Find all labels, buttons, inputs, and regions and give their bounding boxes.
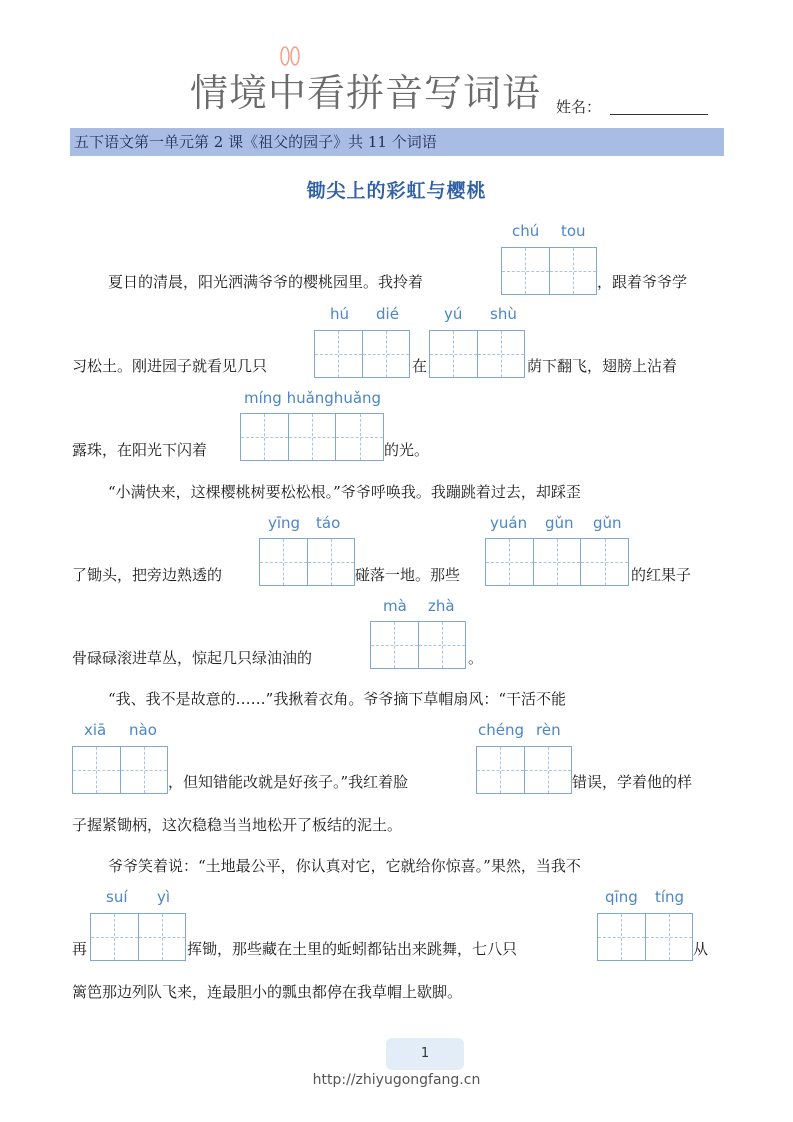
answer-box-yingtao[interactable] — [259, 538, 355, 586]
writing-cell[interactable] — [502, 248, 550, 294]
writing-cell[interactable] — [260, 539, 308, 585]
writing-cell[interactable] — [289, 414, 337, 460]
text-line: 从 — [693, 940, 709, 958]
text-line: ，但知错能改就是好孩子。”我红着脸 — [168, 773, 409, 791]
answer-box-yuangungun[interactable] — [485, 538, 629, 586]
pinyin-label: yīng — [268, 514, 301, 532]
pinyin-label: míng huǎnghuǎng — [244, 389, 382, 407]
pinyin-label: mà — [383, 597, 407, 615]
pinyin-label: yì — [157, 888, 171, 906]
pinyin-label: yú — [444, 305, 463, 323]
pinyin-label: shù — [490, 305, 517, 323]
writing-cell[interactable] — [534, 539, 582, 585]
pinyin-label: zhà — [428, 597, 455, 615]
writing-cell[interactable] — [121, 747, 168, 793]
text-line: 荫下翻飞，翅膀上沾着 — [527, 357, 678, 375]
writing-cell[interactable] — [241, 414, 289, 460]
pinyin-label: qīng — [605, 888, 638, 906]
answer-box-chutou[interactable] — [501, 247, 597, 295]
writing-cell[interactable] — [139, 914, 186, 960]
text-line: ，跟着爷爷学 — [597, 273, 688, 291]
pinyin-label: rèn — [536, 721, 561, 739]
pinyin-label: táo — [316, 514, 341, 532]
pinyin-label: nào — [129, 721, 157, 739]
pinyin-label: gǔn — [545, 514, 574, 532]
text-line: 习松土。刚进园子就看见几只 — [72, 357, 268, 375]
writing-cell[interactable] — [646, 914, 693, 960]
answer-box-yushu[interactable] — [429, 330, 525, 378]
writing-cell[interactable] — [550, 248, 597, 294]
pinyin-label: xiā — [84, 721, 107, 739]
text-line: 爷爷笑着说：“土地最公平，你认真对它，它就给你惊喜。”果然，当我不 — [108, 857, 581, 875]
text-line: 再 — [72, 940, 88, 958]
text-line: “小满快来，这棵樱桃树要松松根。”爷爷呼唤我。我蹦跳着过去，却踩歪 — [108, 483, 581, 501]
writing-cell[interactable] — [477, 747, 525, 793]
name-label: 姓名： — [556, 98, 602, 116]
writing-cell[interactable] — [91, 914, 139, 960]
writing-cell[interactable] — [336, 414, 383, 460]
text-line: “我、我不是故意的……”我揪着衣角。爷爷摘下草帽扇风：“干活不能 — [108, 690, 567, 708]
text-line: 挥锄，那些藏在土里的蚯蚓都钻出来跳舞，七八只 — [187, 940, 518, 958]
footer-url[interactable]: http://zhiyugongfang.cn — [312, 1072, 481, 1088]
answer-box-hudie[interactable] — [314, 330, 410, 378]
text-line: 在 — [412, 357, 428, 375]
text-line: 露珠，在阳光下闪着 — [72, 441, 208, 459]
writing-cell[interactable] — [486, 539, 534, 585]
answer-box-mazha[interactable] — [370, 621, 466, 669]
answer-box-xianao[interactable] — [72, 746, 168, 794]
text-line: 碰落一地。那些 — [355, 566, 461, 584]
text-line: 的红果子 — [631, 566, 692, 584]
writing-cell[interactable] — [430, 331, 478, 377]
writing-cell[interactable] — [478, 331, 525, 377]
pinyin-label: gǔn — [593, 514, 622, 532]
writing-cell[interactable] — [598, 914, 646, 960]
pinyin-label: yuán — [490, 514, 528, 532]
answer-box-minghuanghuang[interactable] — [240, 413, 384, 461]
writing-cell[interactable] — [419, 622, 466, 668]
writing-cell[interactable] — [315, 331, 363, 377]
pinyin-label: suí — [106, 888, 128, 906]
pinyin-label: dié — [376, 305, 399, 323]
writing-cell[interactable] — [308, 539, 355, 585]
answer-box-suiyi[interactable] — [90, 913, 186, 961]
text-line: 篱笆那边列队飞来，连最胆小的瓢虫都停在我草帽上歇脚。 — [72, 983, 463, 1001]
answer-box-chengren[interactable] — [476, 746, 572, 794]
writing-cell[interactable] — [581, 539, 628, 585]
pinyin-label: tou — [561, 222, 586, 240]
text-line: 子握紧锄柄，这次稳稳当当地松开了板结的泥土。 — [72, 816, 403, 834]
writing-cell[interactable] — [525, 747, 572, 793]
writing-cell[interactable] — [371, 622, 419, 668]
story-title: 锄尖上的彩虹与樱桃 — [306, 180, 487, 202]
text-line: 。 — [468, 649, 484, 667]
worksheet-title: 情境中看拼音写词语 — [190, 71, 542, 115]
text-line: 骨碌碌滚进草丛，惊起几只绿油油的 — [72, 649, 313, 667]
text-line: 了锄头，把旁边熟透的 — [72, 566, 223, 584]
text-line: 夏日的清晨，阳光洒满爷爷的樱桃园里。我拎着 — [108, 273, 424, 291]
answer-box-qingting[interactable] — [597, 913, 693, 961]
pinyin-label: tíng — [655, 888, 685, 906]
writing-cell[interactable] — [363, 331, 410, 377]
text-line: 错误，学着他的样 — [572, 773, 693, 791]
pinyin-label: chú — [512, 222, 540, 240]
pinyin-label: hú — [330, 305, 350, 323]
writing-cell[interactable] — [73, 747, 121, 793]
pinyin-label: chéng — [478, 721, 525, 739]
lesson-banner: 五下语文第一单元第 2 课《祖父的园子》共 11 个词语 — [70, 128, 724, 156]
name-blank-line — [610, 114, 708, 115]
text-line: 的光。 — [384, 441, 430, 459]
page-number: 1 — [386, 1038, 464, 1070]
